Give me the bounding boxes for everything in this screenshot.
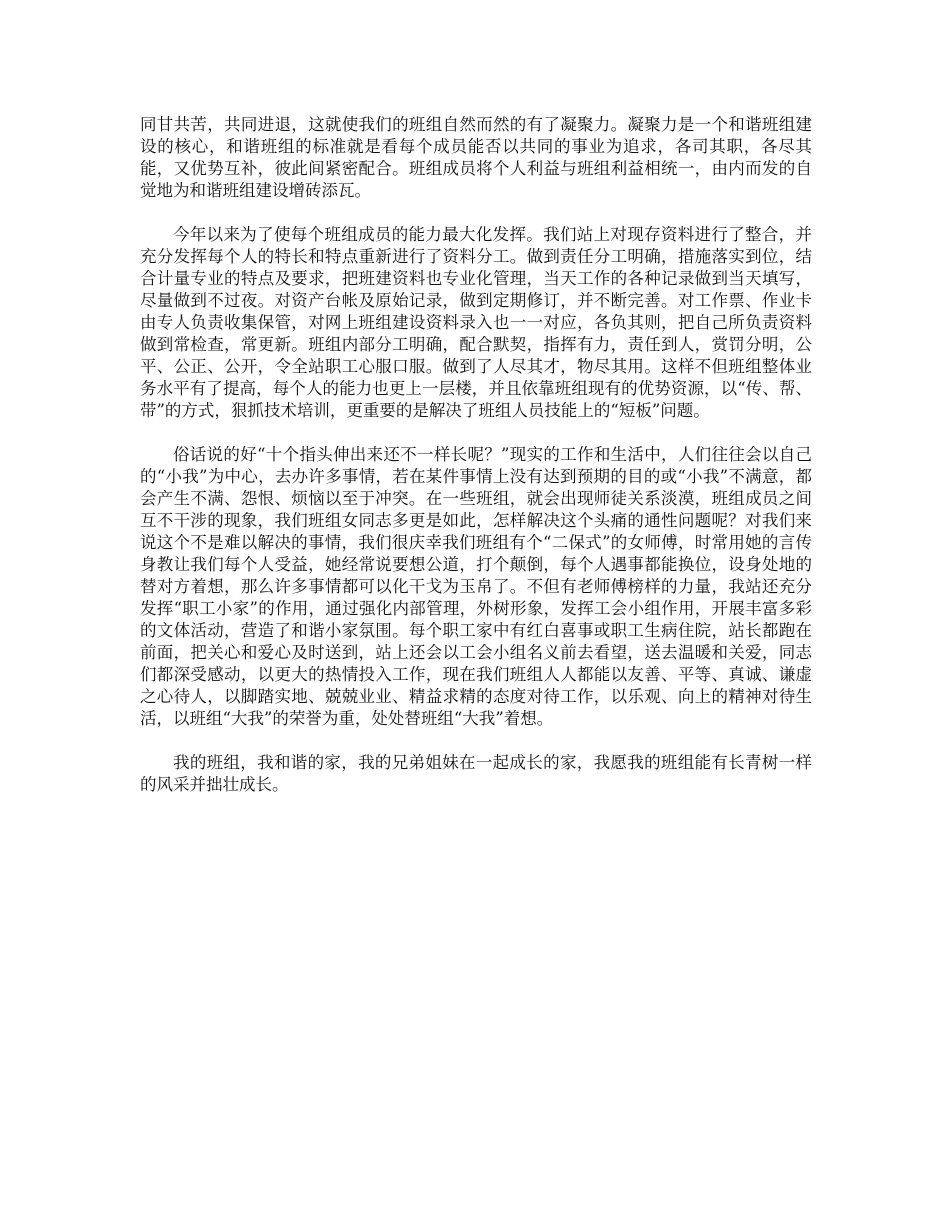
paragraph-4: 我的班组，我和谐的家，我的兄弟姐妹在一起成长的家，我愿我的班组能有长青树一样的风采并拙壮成长。 <box>140 753 812 794</box>
paragraph-3: 俗话说的好“十个指头伸出来还不一样长呢？”现实的工作和生活中，人们往往会以自己的“小我”为中心，去办许多事情，若在某件事情上没有达到预期的目的或“小我”不满意，都会产生不满、怨恨、烦恼以至于冲突。在一些班组，就会出现师徒关系淡漠，班组成员之间互不干涉的现象，我们班组女同志多更是如此，怎样解决这个头痛的通性问题呢？对我们来说这个不是难以解决的事情，我们很庆幸我们班组有个“二保式”的女师傅，时常用她的言传身教让我们每个人受益，她经常说要想公道，打个颠倒，每个人遇事都能换位，设身处地的替对方着想，那么许多事情都可以化干戈为玉帛了。不但有老师傅榜样的力量，我站还充分发挥“职工小家”的作用，通过强化内部管理，外树形象，发挥工会小组作用，开展丰富多彩的文体活动，营造了和谐小家氛围。每个职工家中有红白喜事或职工生病住院，站长都跑在前面，把关心和爱心及时送到，站上还会以工会小组名义前去看望，送去温暖和关爱，同志们都深受感动，以更大的热情投入工作，现在我们班组人人都能以友善、平等、真诚、谦虚之心待人，以脚踏实地、兢兢业业、精益求精的态度对待工作，以乐观、向上的精神对待生活，以班组“大我”的荣誉为重，处处替班组“大我”着想。 <box>140 445 812 728</box>
paragraph-2: 今年以来为了使每个班组成员的能力最大化发挥。我们站上对现存资料进行了整合，并充分发挥每个人的特长和特点重新进行了资料分工。做到责任分工明确，措施落实到位，结合计量专业的特点及要求，把班建资料也专业化管理，当天工作的各种记录做到当天填写，尽量做到不过夜。对资产台帐及原始记录，做到定期修订，并不断完善。对工作票、作业卡由专人负责收集保管，对网上班组建设资料录入也一一对应，各负其则，把自己所负责资料做到常检查，常更新。班组内部分工明确，配合默契，指挥有力，责任到人，赏罚分明，公平、公正、公开，令全站职工心服口服。做到了人尽其才，物尽其用。这样不但班组整体业务水平有了提高，每个人的能力也更上一层楼，并且依靠班组现有的优势资源，以“传、帮、带”的方式，狠抓技术培训，更重要的是解决了班组人员技能上的“短板”问题。 <box>140 225 812 420</box>
document-body <box>140 114 812 818</box>
paragraph-1: 同甘共苦，共同进退，这就使我们的班组自然而然的有了凝聚力。凝聚力是一个和谐班组建设的核心，和谐班组的标准就是看每个成员能否以共同的事业为追求，各司其职，各尽其能，又优势互补，彼此间紧密配合。班组成员将个人利益与班组利益相统一，由内而发的自觉地为和谐班组建设增砖添瓦。 <box>140 115 812 200</box>
